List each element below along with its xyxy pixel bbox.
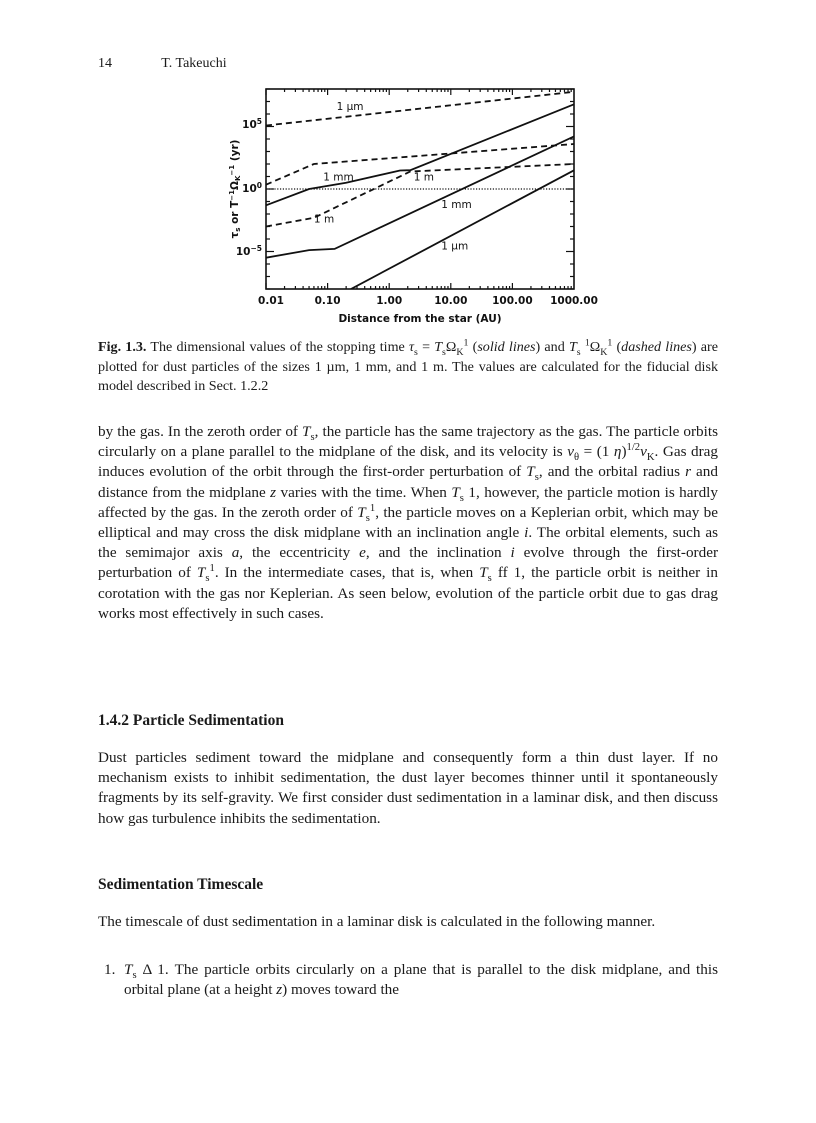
page-number: 14 bbox=[98, 56, 112, 71]
figure-label: Fig. 1.3. bbox=[98, 339, 147, 355]
x-tick-label: 1.00 bbox=[376, 295, 403, 307]
solid-curve-2 bbox=[266, 104, 574, 205]
x-tick-label: 0.10 bbox=[314, 295, 341, 307]
curve-label: 1 µm bbox=[441, 240, 469, 253]
y-tick-1e-5: $10^{-5}$ bbox=[235, 244, 262, 258]
y-tick-1e5: $10^5$ bbox=[242, 117, 262, 131]
curve-label: 1 µm bbox=[336, 101, 364, 114]
x-tick-label: 1000.00 bbox=[550, 295, 598, 307]
curve-label: 1 m bbox=[413, 171, 434, 184]
running-head bbox=[98, 56, 227, 72]
author-name: T. Takeuchi bbox=[161, 56, 227, 71]
figure-caption: Fig. 1.3. The dimensional values of the stopping time $\tau_s = T_s\Omega_K^1$ (solid lines) and $T_s$ $^1\Omega_K^1$ (dashed lines) are plotted for dust particles of the sizes 1 µm, 1 mm, and 1 m. The values are calculated for the fiducial disk model described in Sect. 1.2.2 bbox=[98, 337, 718, 394]
x-tick-label: 10.00 bbox=[434, 295, 468, 307]
list-item: 1. $T_s$ Δ 1. The particle orbits circularly on a plane that is parallel to the disk midplane, and this orbital plane (at a height z) moves toward the bbox=[104, 961, 718, 999]
curve-label: 1 mm bbox=[441, 199, 472, 212]
dashed-curve-3 bbox=[266, 92, 574, 126]
curve-label: 1 m bbox=[313, 213, 335, 226]
stopping-time-chart bbox=[215, 80, 615, 330]
section-heading: 1.4.2 Particle Sedimentation bbox=[98, 712, 284, 729]
figure-1-3 bbox=[215, 80, 615, 330]
numbered-list bbox=[98, 960, 718, 1000]
subsection-heading: Sedimentation Timescale bbox=[98, 876, 264, 893]
body-paragraph-1: by the gas. In the zeroth order of $T_s$, the particle has the same trajectory as the gas. The particle orbits circularly on a plane parallel to the midplane of the disk, and its velocity is $v_\theta = (1$ $\eta)^{1/2}v_K$. Gas drag induces evolution of the orbit through the first-order perturbation of $T_s$, and the orbital radius r and distance from the midplane z varies with the time. When $T_s$ 1, however, the particle motion is hardly affected by the gas. In the zeroth order of $T_s^1$, the particle moves on a Keplerian orbit, which may be elliptical and may cross the disk midplane with an inclination angle i. The orbital elements, such as the semimajor axis a, the eccentricity e, and the inclination i evolve through the first-order perturbation of $T_s^1$. In the intermediate cases, that is, when $T_s$ ff 1, the particle orbit is neither in corotation with the gas nor Keplerian. As seen below, evolution of the particle orbit due to gas drag works most effectively in such cases. bbox=[98, 423, 719, 622]
body-paragraph-3: The timescale of dust sedimentation in a laminar disk is calculated in the following manner. bbox=[98, 913, 656, 930]
y-axis-label: τs or $T^{-1}\Omega K^{-1}$ (yr) bbox=[228, 139, 242, 239]
x-tick-label: 100.00 bbox=[492, 295, 533, 307]
curve-labels bbox=[314, 101, 472, 252]
y-tick-1e0: $10^0$ bbox=[242, 181, 262, 195]
plot-lines bbox=[266, 92, 574, 289]
solid-curve-1 bbox=[266, 136, 574, 257]
body-paragraph-2: Dust particles sediment toward the midplane and consequently form a thin dust layer. If no mechanism exists to inhibit sedimentation, the dust layer becomes thinner until it spontaneously fragments by its self-gravity. We first consider dust sedimentation in a laminar disk, and then discuss how gas turbulence inhibits the sedimentation. bbox=[98, 749, 718, 827]
x-tick-label: 0.01 bbox=[258, 295, 284, 307]
curve-label: 1 mm bbox=[323, 171, 354, 184]
x-tick-labels bbox=[258, 295, 598, 307]
x-axis-label: Distance from the star (AU) bbox=[338, 313, 502, 325]
